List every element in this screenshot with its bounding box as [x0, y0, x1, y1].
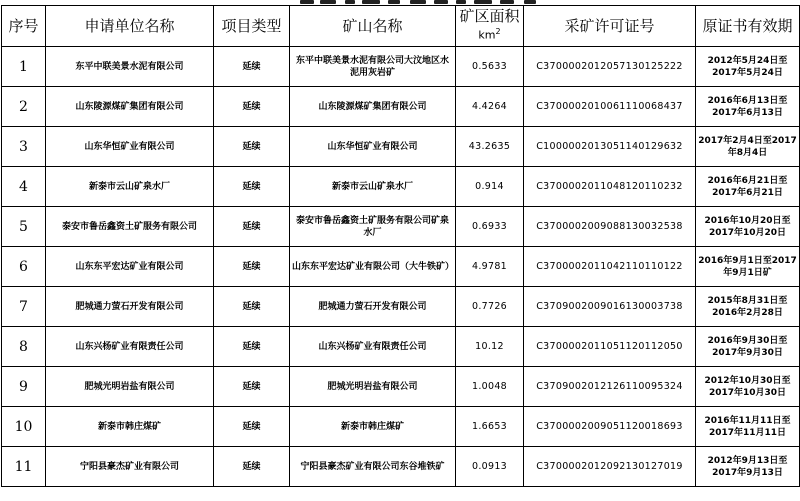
table-row [2, 447, 800, 487]
row-mine-name: 山东兴杨矿业有限责任公司 [290, 327, 456, 367]
row-applicant: 泰安市鲁岳鑫资土矿服务有限公司 [46, 207, 214, 247]
header-validity: 原证书有效期 [696, 6, 800, 47]
area-unit-sup: 2 [495, 27, 501, 37]
row-applicant: 山东陵源煤矿集团有限公司 [46, 87, 214, 127]
row-mine-name: 宁阳县豪杰矿业有限公司东谷堆铁矿 [290, 447, 456, 487]
header-area [456, 6, 524, 47]
row-index: 3 [2, 127, 46, 167]
header-index: 序号 [2, 6, 46, 47]
table-row [2, 327, 800, 367]
table-row [2, 287, 800, 327]
row-area: 10.12 [456, 327, 524, 367]
row-mine-name: 新泰市韩庄煤矿 [290, 407, 456, 447]
row-index: 6 [2, 247, 46, 287]
row-project-type: 延续 [214, 207, 290, 247]
row-project-type: 延续 [214, 87, 290, 127]
row-mine-name: 山东陵源煤矿集团有限公司 [290, 87, 456, 127]
row-validity: 2012年9月13日至2017年9月13日 [696, 447, 800, 487]
row-area: 4.9781 [456, 247, 524, 287]
mining-license-table [1, 5, 800, 487]
table-row [2, 87, 800, 127]
header-mine-name: 矿山名称 [290, 6, 456, 47]
table-body [2, 47, 800, 487]
row-applicant: 东平中联美景水泥有限公司 [46, 47, 214, 87]
row-project-type: 延续 [214, 367, 290, 407]
header-applicant: 申请单位名称 [46, 6, 214, 47]
row-validity: 2012年5月24日至2017年5月24日 [696, 47, 800, 87]
row-mine-name: 山东东平宏达矿业有限公司（大牛铁矿） [290, 247, 456, 287]
table-row [2, 47, 800, 87]
table-row [2, 127, 800, 167]
row-project-type: 延续 [214, 47, 290, 87]
row-validity: 2016年6月21日至2017年6月21日 [696, 167, 800, 207]
row-license-no: C3700002009051120018693 [524, 407, 696, 447]
row-project-type: 延续 [214, 127, 290, 167]
row-validity: 2016年6月13日至2017年6月13日 [696, 87, 800, 127]
row-mine-name: 新泰市云山矿泉水厂 [290, 167, 456, 207]
row-area: 1.0048 [456, 367, 524, 407]
row-index: 8 [2, 327, 46, 367]
area-unit-text: km [478, 28, 496, 42]
row-license-no: C1000002013051140129632 [524, 127, 696, 167]
row-applicant: 山东兴杨矿业有限责任公司 [46, 327, 214, 367]
row-project-type: 延续 [214, 447, 290, 487]
table-row [2, 207, 800, 247]
row-index: 5 [2, 207, 46, 247]
row-project-type: 延续 [214, 247, 290, 287]
row-project-type: 延续 [214, 407, 290, 447]
row-project-type: 延续 [214, 287, 290, 327]
row-applicant: 山东华恒矿业有限公司 [46, 127, 214, 167]
row-license-no: C3700002012057130125222 [524, 47, 696, 87]
row-area: 4.4264 [456, 87, 524, 127]
row-index: 11 [2, 447, 46, 487]
header-area-unit [458, 24, 521, 44]
row-applicant: 新泰市韩庄煤矿 [46, 407, 214, 447]
row-index: 1 [2, 47, 46, 87]
row-project-type: 延续 [214, 327, 290, 367]
row-project-type: 延续 [214, 167, 290, 207]
table-row [2, 247, 800, 287]
row-area: 43.2635 [456, 127, 524, 167]
row-validity: 2016年9月1日至2017年9月1日矿 [696, 247, 800, 287]
row-mine-name: 肥城光明岩盐有限公司 [290, 367, 456, 407]
row-license-no: C3700002011042110110122 [524, 247, 696, 287]
row-applicant: 肥城光明岩盐有限公司 [46, 367, 214, 407]
row-index: 2 [2, 87, 46, 127]
table-row [2, 167, 800, 207]
row-applicant: 山东东平宏达矿业有限公司 [46, 247, 214, 287]
row-applicant: 宁阳县豪杰矿业有限公司 [46, 447, 214, 487]
row-validity: 2012年10月30日至2017年10月30日 [696, 367, 800, 407]
row-applicant: 新泰市云山矿泉水厂 [46, 167, 214, 207]
row-license-no: C3709002009016130003738 [524, 287, 696, 327]
row-area: 1.6653 [456, 407, 524, 447]
row-mine-name: 泰安市鲁岳鑫资土矿服务有限公司矿泉水厂 [290, 207, 456, 247]
header-project-type: 项目类型 [214, 6, 290, 47]
row-license-no: C3700002011048120110232 [524, 167, 696, 207]
header-license-no: 采矿许可证号 [524, 6, 696, 47]
row-mine-name: 东平中联美景水泥有限公司大汶地区水泥用灰岩矿 [290, 47, 456, 87]
row-applicant: 肥城通力萤石开发有限公司 [46, 287, 214, 327]
row-license-no: C3709002012126110095324 [524, 367, 696, 407]
row-license-no: C3700002010061110068437 [524, 87, 696, 127]
row-index: 9 [2, 367, 46, 407]
row-mine-name: 肥城通力萤石开发有限公司 [290, 287, 456, 327]
row-license-no: C3700002011051120112050 [524, 327, 696, 367]
row-area: 0.0913 [456, 447, 524, 487]
row-validity: 2016年9月30日至2017年9月30日 [696, 327, 800, 367]
table-row [2, 367, 800, 407]
header-area-label: 矿区面积 [459, 7, 520, 26]
row-license-no: C3700002012092130127019 [524, 447, 696, 487]
header-row [2, 6, 800, 47]
row-validity: 2015年8月31日至2016年2月28日 [696, 287, 800, 327]
row-license-no: C3700002009088130032538 [524, 207, 696, 247]
row-validity: 2016年10月20日至2017年10月20日 [696, 207, 800, 247]
row-index: 7 [2, 287, 46, 327]
row-mine-name: 山东华恒矿业有限公司 [290, 127, 456, 167]
row-area: 0.5633 [456, 47, 524, 87]
row-validity: 2016年11月11日至2017年11月11日 [696, 407, 800, 447]
row-index: 10 [2, 407, 46, 447]
row-validity: 2017年2月4日至2017年8月4日 [696, 127, 800, 167]
row-index: 4 [2, 167, 46, 207]
row-area: 0.914 [456, 167, 524, 207]
row-area: 0.6933 [456, 207, 524, 247]
table-row [2, 407, 800, 447]
row-area: 0.7726 [456, 287, 524, 327]
